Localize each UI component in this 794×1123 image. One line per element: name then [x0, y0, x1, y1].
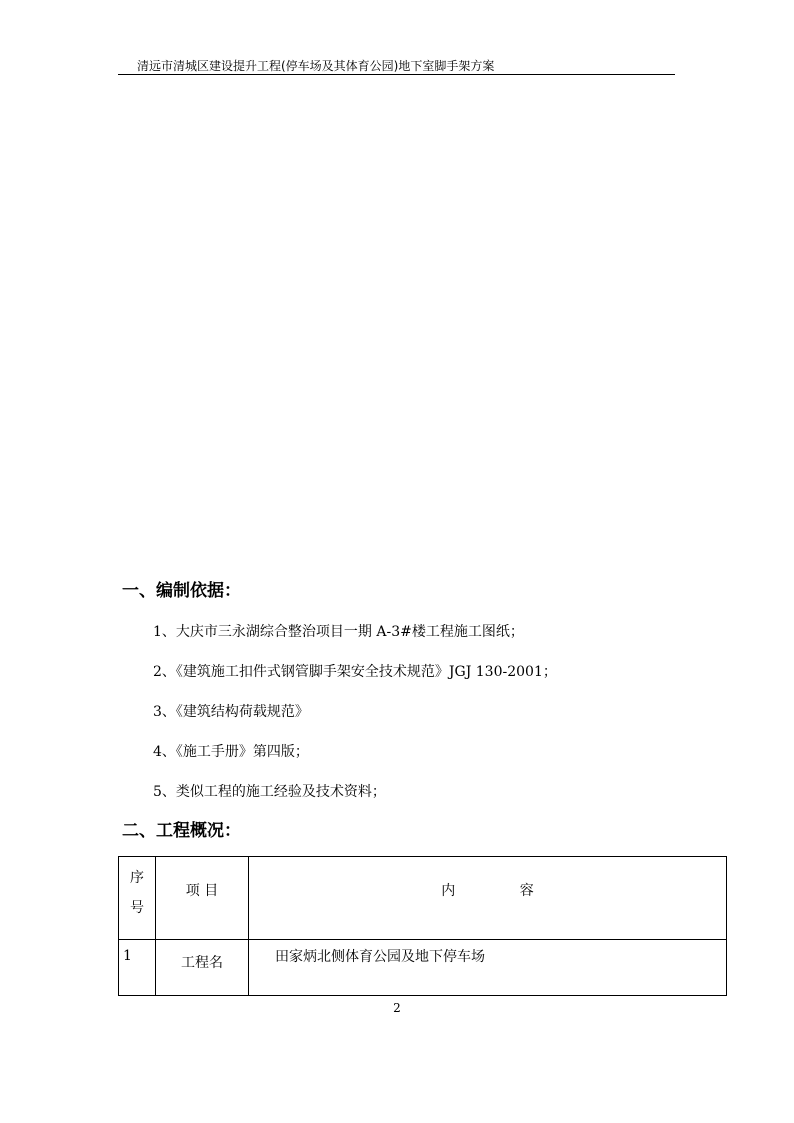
basis-item-1: 1、大庆市三永湖综合整治项目一期 A-3#楼工程施工图纸； — [153, 624, 524, 640]
overview-table — [118, 856, 727, 996]
basis-item-3: 3、《建筑结构荷载规范》 — [153, 704, 309, 720]
header-seq-line2: 号 — [130, 900, 144, 916]
cell-item: 工程名 — [156, 940, 249, 996]
page-number: 2 — [393, 1001, 401, 1015]
header-cell-seq — [119, 857, 156, 940]
cell-seq: 1 — [119, 940, 156, 996]
section-title-overview: 二、工程概况： — [122, 821, 241, 841]
basis-item-5: 5、类似工程的施工经验及技术资料； — [153, 784, 386, 800]
section-title-basis: 一、编制依据： — [122, 581, 241, 601]
table-row — [119, 940, 727, 996]
cell-content: 田家炳北侧体育公园及地下停车场 — [249, 940, 727, 996]
table-header-row — [119, 857, 727, 940]
header-rule — [118, 74, 675, 75]
basis-item-4: 4、《施工手册》第四版； — [153, 744, 309, 760]
header-seq-line1: 序 — [130, 870, 144, 886]
header-cell-content: 内 容 — [249, 857, 727, 940]
basis-item-2: 2、《建筑施工扣件式钢管脚手架安全技术规范》JGJ 130-2001； — [153, 664, 557, 680]
header-cell-item: 项 目 — [156, 857, 249, 940]
running-header: 清远市清城区建设提升工程(停车场及其体育公园)地下室脚手架方案 — [137, 59, 495, 73]
